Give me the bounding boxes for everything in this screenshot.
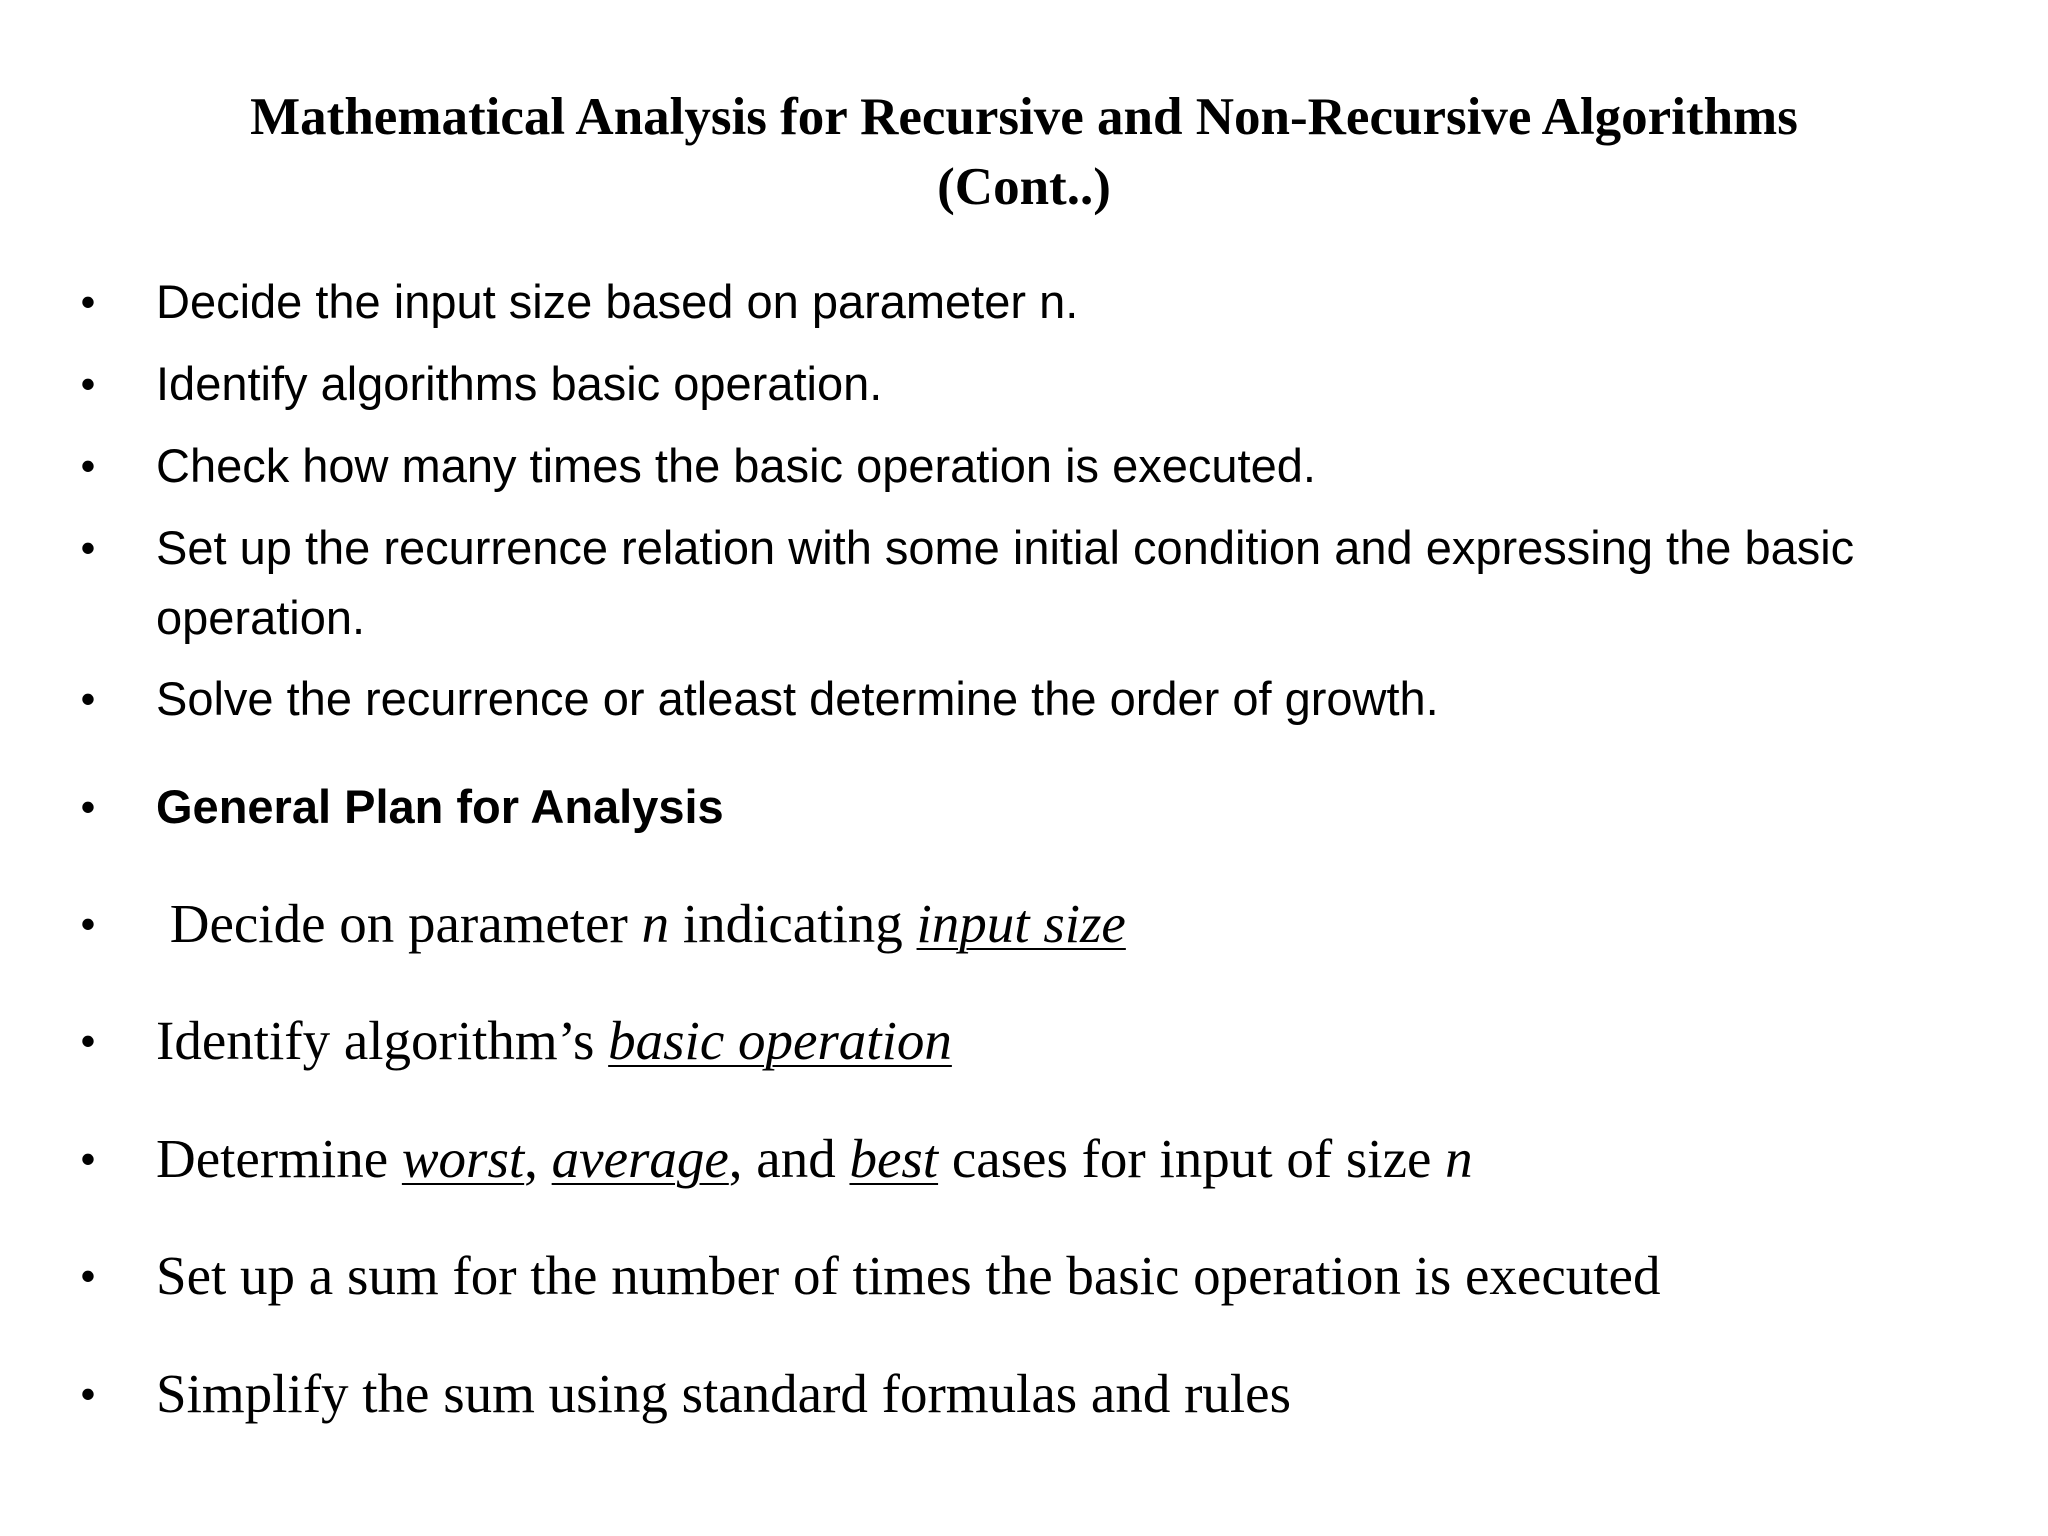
text-run: Determine (156, 1128, 402, 1189)
list-item-text: Identify algorithms basic operation. (156, 357, 883, 410)
bullet-icon: • (80, 1370, 96, 1417)
variable-n: n (1445, 1128, 1473, 1189)
emphasis-best: best (849, 1128, 939, 1189)
bullet-icon: • (80, 783, 96, 830)
list-item-text: Solve the recurrence or atleast determine the order of growth. (156, 672, 1439, 725)
bullet-icon: • (80, 675, 96, 722)
emphasis-worst: worst (401, 1128, 525, 1189)
emphasis-average: average (551, 1128, 729, 1189)
slide-title-line-1: Mathematical Analysis for Recursive and Non-Recursive Algorithms (250, 88, 1798, 146)
list-item-text (156, 1124, 2018, 1194)
text-run: , (524, 1128, 552, 1189)
emphasis-basic-operation: basic operation (608, 1010, 952, 1071)
list-item-text (156, 1006, 2018, 1076)
text-run: Decide on parameter (156, 893, 642, 954)
bullet-icon: • (80, 900, 96, 947)
bullet-icon: • (80, 278, 96, 325)
emphasis-input-size: input size (916, 893, 1126, 954)
bullet-icon: • (80, 442, 96, 489)
slide-title (0, 82, 2048, 222)
general-plan-heading: General Plan for Analysis (156, 780, 724, 833)
list-item-text: Set up the recurrence relation with some initial condition and expressing the basic operation. (156, 521, 1855, 644)
slide-title-line-2: (Cont..) (937, 158, 1111, 216)
list-item-text: Set up a sum for the number of times the basic operation is executed (156, 1245, 1661, 1306)
bullet-icon: • (80, 1135, 96, 1182)
bullet-icon: • (80, 1252, 96, 1299)
variable-n: n (641, 893, 670, 954)
list-item-text: Simplify the sum using standard formulas and rules (156, 1363, 1291, 1424)
list-item-text (156, 889, 2018, 959)
text-run: indicating (669, 893, 917, 954)
bullet-icon: • (80, 360, 96, 407)
text-run: , and (728, 1128, 850, 1189)
list-item-text: Decide the input size based on parameter n. (156, 275, 1079, 328)
bullet-icon: • (80, 1017, 96, 1064)
text-run: Identify algorithm’s (156, 1010, 609, 1071)
bullet-icon: • (80, 524, 96, 571)
text-run: cases for input of size (938, 1128, 1446, 1189)
list-item-text: Check how many times the basic operation is executed. (156, 439, 1316, 492)
